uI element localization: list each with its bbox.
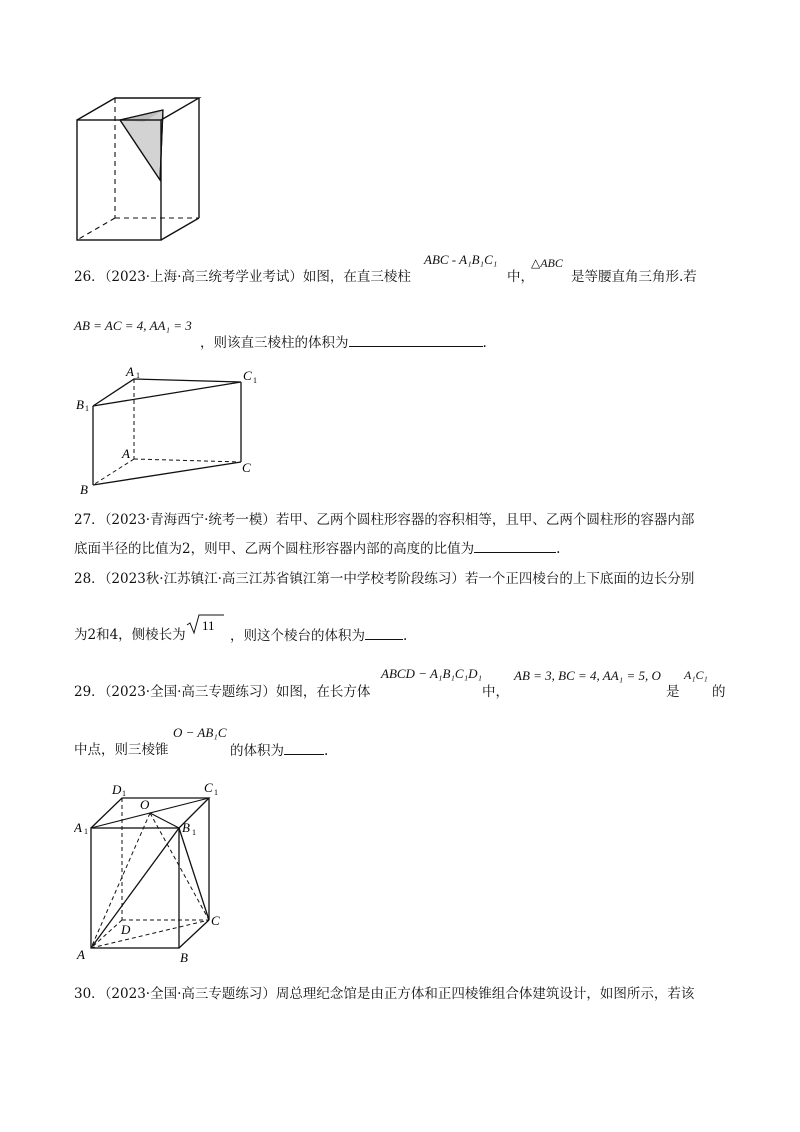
problem-26-line2: ，则该直三棱柱的体积为 . xyxy=(200,335,487,351)
problem-28-line2a: 为2和4，侧棱长为 xyxy=(74,627,186,643)
cuboid-figure xyxy=(74,772,244,964)
svg-text:1: 1 xyxy=(84,827,88,836)
prism-figure xyxy=(76,364,276,496)
svg-text:1: 1 xyxy=(122,789,126,798)
label-D1: D xyxy=(112,782,122,797)
label-D: D xyxy=(121,922,131,937)
problem-29-math3: A₁C₁ xyxy=(684,668,708,682)
problem-number: 28． xyxy=(74,571,105,587)
problem-source: （2023·上海·高三统考学业考试） xyxy=(104,269,303,285)
sqrt-symbol xyxy=(186,612,226,636)
problem-29-math2: AB = 3, BC = 4, AA₁ = 5, O xyxy=(514,668,661,683)
problem-29-math4: O − AB₁C xyxy=(173,725,227,740)
problem-27-line1: 27．（2023·青海西宁·统考一模）若甲、乙两个圆柱形容器的容积相等，且甲、乙两个圆柱形的容器内部 xyxy=(74,512,695,528)
problem-29-text2: 中， xyxy=(482,684,509,700)
answer-blank[interactable] xyxy=(284,741,324,755)
problem-source: （2023·全国·高三专题练习） xyxy=(104,684,276,700)
problem-26-text2: 中， xyxy=(507,269,534,285)
problem-number: 30． xyxy=(74,986,105,1002)
label-C1: C xyxy=(243,368,252,383)
problem-26-line1: 26．（2023·上海·高三统考学业考试）如图，在直三棱柱 xyxy=(74,269,411,285)
problem-28-line1: 28．（2023秋·江苏镇江·高三江苏省镇江第一中学校考阶段练习）若一个正四棱台的上下底面的边长分别 xyxy=(74,571,695,587)
problem-29-text4: 的 xyxy=(712,684,726,700)
problem-26-math1: ABC - A₁B₁C₁ xyxy=(424,252,498,267)
problem-source: （2023·青海西宁·统考一模） xyxy=(104,512,276,528)
problem-29-line1: 29．（2023·全国·高三专题练习）如图，在长方体 xyxy=(74,684,371,700)
problem-26-math3: AB = AC = 4, AA₁ = 3 xyxy=(74,318,192,333)
label-B: B xyxy=(80,482,88,496)
problem-27-line2: 底面半径的比值为2，则甲、乙两个圆柱形容器内部的高度的比值为 . xyxy=(74,541,561,557)
answer-blank[interactable] xyxy=(365,626,403,640)
label-B: B xyxy=(180,950,188,964)
problem-source: （2023·全国·高三专题练习） xyxy=(104,986,276,1002)
label-A1: A xyxy=(74,820,82,835)
problem-28-line2b: ，则这个棱台的体积为 . xyxy=(230,628,408,644)
problem-number: 26． xyxy=(74,269,105,285)
problem-source: （2023秋·江苏镇江·高三江苏省镇江第一中学校考阶段练习） xyxy=(104,571,465,587)
svg-text:1: 1 xyxy=(214,788,218,797)
problem-29-line2b: 的体积为 . xyxy=(230,743,329,759)
label-A: A xyxy=(122,446,130,461)
problem-number: 29． xyxy=(74,684,105,700)
label-A1: A xyxy=(126,364,134,379)
problem-30-line1: 30．（2023·全国·高三专题练习）周总理纪念馆是由正方体和正四棱锥组合体建筑设计，如图所示，若该 xyxy=(74,986,695,1002)
problem-29-math1: ABCD − A₁B₁C₁D₁ xyxy=(381,666,482,681)
sqrt-radicand: 11 xyxy=(202,618,215,633)
label-O: O xyxy=(140,797,150,812)
svg-text:1: 1 xyxy=(136,371,140,380)
label-C1: C xyxy=(204,780,213,795)
label-B1: B xyxy=(182,820,190,835)
problem-number: 27． xyxy=(74,512,105,528)
problem-26-text3: 是等腰直角三角形.若 xyxy=(571,269,697,285)
problem-26-math2: △ABC xyxy=(531,256,563,270)
answer-blank[interactable] xyxy=(349,333,483,347)
svg-text:1: 1 xyxy=(85,404,89,413)
label-A: A xyxy=(77,947,85,962)
answer-blank[interactable] xyxy=(474,539,556,553)
cube-figure-shaded xyxy=(60,90,220,250)
svg-text:1: 1 xyxy=(253,376,257,385)
problem-29-text5: 中点，则三棱锥 xyxy=(74,742,169,758)
svg-text:1: 1 xyxy=(192,828,196,837)
label-C: C xyxy=(211,913,220,928)
label-C: C xyxy=(242,460,251,475)
label-B1: B xyxy=(76,397,84,412)
problem-29-text3: 是 xyxy=(666,684,680,700)
